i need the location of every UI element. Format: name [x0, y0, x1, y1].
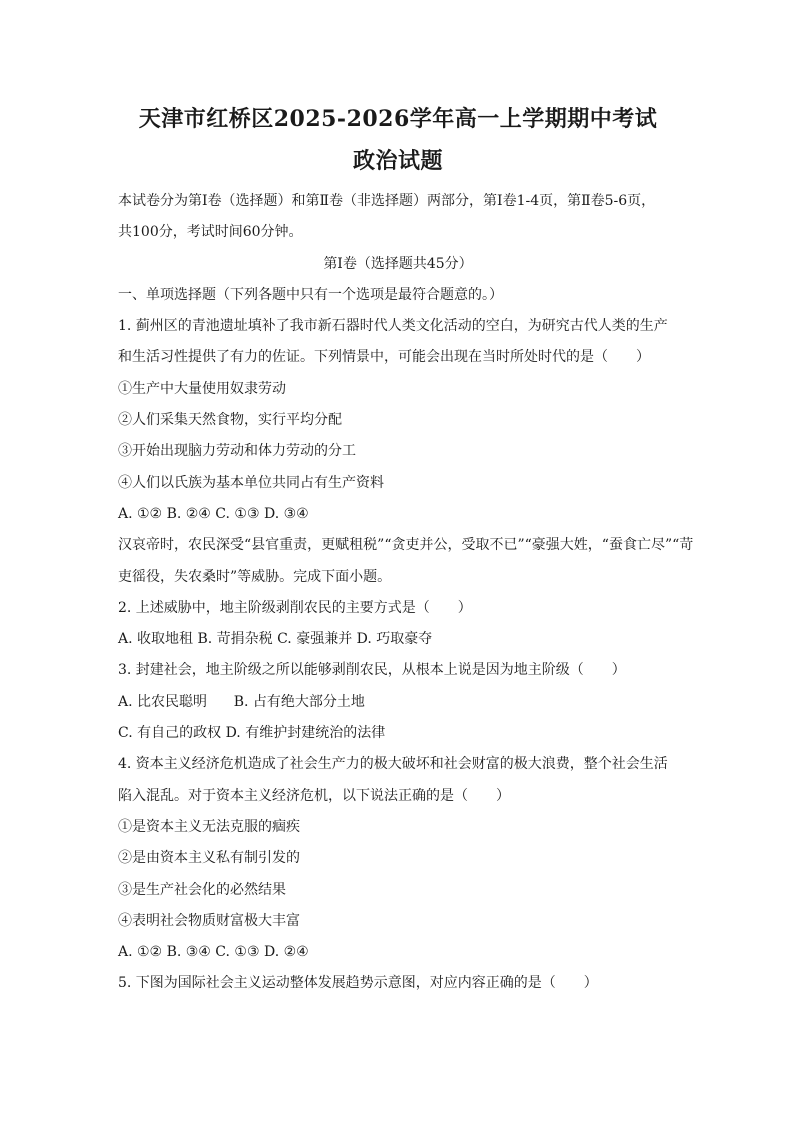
- question-stem: 3. 封建社会，地主阶级之所以能够剥削农民，从根本上说是因为地主阶级（ ）: [118, 662, 626, 679]
- question-item: ②人们采集天然食物，实行平均分配: [118, 412, 342, 429]
- question-item: ④人们以氏族为基本单位共同占有生产资料: [118, 474, 384, 491]
- answer-options: A. ①② B. ②④ C. ①③ D. ③④: [118, 505, 309, 522]
- question-stem: 和生活习性提供了有力的佐证。下列情景中，可能会出现在当时所处时代的是（ ）: [118, 349, 650, 366]
- question-item: ①生产中大量使用奴隶劳动: [118, 380, 286, 397]
- material-line: 汉哀帝时，农民深受“县官重责，更赋租税”“贪吏并公，受取不已”“豪强大姓，“蚕食亡尽”“苛: [118, 537, 694, 554]
- question-2: [118, 593, 678, 656]
- exam-subtitle: 政治试题: [352, 148, 443, 174]
- answer-options: A. 收取地租 B. 苛捐杂税 C. 豪强兼并 D. 巧取豪夺: [118, 631, 433, 648]
- question-stem: 陷入混乱。对于资本主义经济危机，以下说法正确的是（ ）: [118, 787, 510, 804]
- answer-options: C. 有自己的政权 D. 有维护封建统治的法律: [118, 725, 386, 742]
- section-heading: 第Ⅰ卷（选择题共45分）: [323, 255, 473, 272]
- question-item: ②是由资本主义私有制引发的: [118, 850, 300, 867]
- question-stem: 2. 上述威胁中，地主阶级剥削农民的主要方式是（ ）: [118, 599, 472, 616]
- question-3: [118, 655, 678, 749]
- intro-line-1: 本试卷分为第Ⅰ卷（选择题）和第Ⅱ卷（非选择题）两部分，第Ⅰ卷1-4页，第Ⅱ卷5-6页，: [118, 193, 656, 209]
- question-item: ③是生产社会化的必然结果: [118, 881, 286, 898]
- question-stem: 1. 蓟州区的青池遗址填补了我市新石器时代人类文化活动的空白，为研究古代人类的生产: [118, 318, 668, 335]
- part-heading: 一、单项选择题（下列各题中只有一个选项是最符合题意的。）: [118, 286, 503, 303]
- question-stem: 5. 下图为国际社会主义运动整体发展趋势示意图，对应内容正确的是（ ）: [118, 975, 598, 992]
- exam-title: 天津市红桥区2025-2026学年高一上学期期中考试: [138, 106, 658, 132]
- question-stem: 4. 资本主义经济危机造成了社会生产力的极大破坏和社会财富的极大浪费，整个社会生活: [118, 756, 668, 773]
- question-item: ③开始出现脑力劳动和体力劳动的分工: [118, 443, 356, 460]
- material-passage: [118, 530, 694, 593]
- question-1: [118, 311, 678, 530]
- answer-options: A. 比农民聪明 B. 占有绝大部分土地: [118, 693, 365, 710]
- question-item: ④表明社会物质财富极大丰富: [118, 912, 300, 929]
- question-4: [118, 749, 678, 968]
- question-5: [118, 968, 678, 999]
- question-item: ①是资本主义无法克服的痼疾: [118, 818, 300, 835]
- intro-line-2: 共100分，考试时间60分钟。: [118, 224, 303, 241]
- material-line: 吏徭役，失农桑时”等威胁。完成下面小题。: [118, 568, 392, 585]
- answer-options: A. ①② B. ③④ C. ①③ D. ②④: [118, 944, 309, 961]
